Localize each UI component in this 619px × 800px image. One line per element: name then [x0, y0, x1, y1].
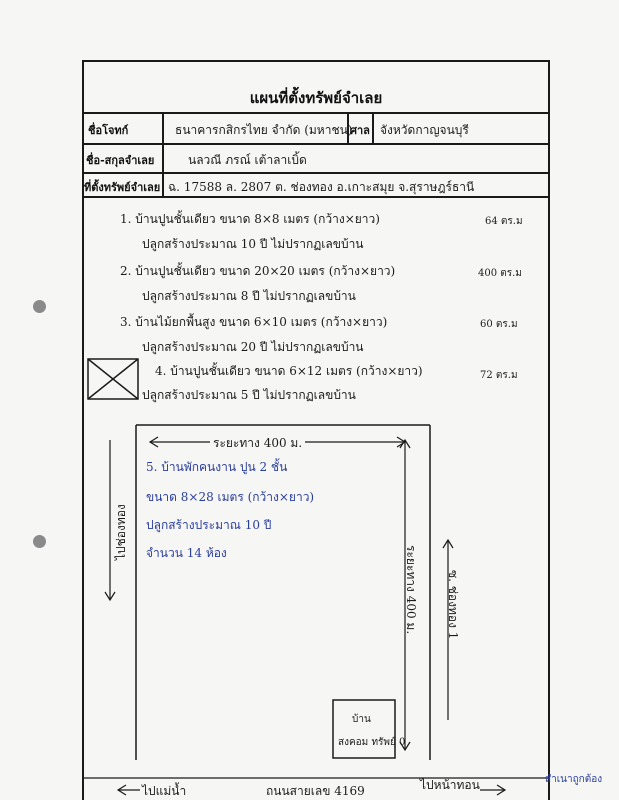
building-5-line3: ปลูกสร้างประมาณ 10 ปี: [146, 518, 272, 532]
building-1-line2: ปลูกสร้างประมาณ 10 ปี ไม่ปรากฏเลขบ้าน: [142, 237, 364, 251]
bottom-road-number: ถนนสายเลข 4169: [266, 784, 365, 798]
building-1-area: 64 ตร.ม: [485, 216, 523, 227]
map-left-road: ไปช่องทอง: [114, 504, 128, 560]
map-right-road: ซ. ช่องทอง 1: [446, 570, 460, 640]
building-3-line2: ปลูกสร้างประมาณ 20 ปี ไม่ปรากฏเลขบ้าน: [142, 340, 364, 354]
defendant-value: นลวณี ภรณ์ เต้าลาเบิ้ด: [188, 153, 307, 167]
defendant-label: ชื่อ-สกุลจำเลย: [86, 154, 155, 167]
bottom-left-road: ไปแม่น้ำ: [142, 784, 187, 798]
building-4-line2: ปลูกสร้างประมาณ 5 ปี ไม่ปรากฏเลขบ้าน: [142, 388, 356, 402]
building-2-line2: ปลูกสร้างประมาณ 8 ปี ไม่ปรากฏเลขบ้าน: [142, 289, 356, 303]
court-value: จังหวัดกาญจนบุรี: [380, 123, 469, 137]
building-1-line1: 1. บ้านปูนชั้นเดียว ขนาด 8×8 เมตร (กว้าง×ยาว): [120, 212, 380, 226]
location-label: ที่ตั้งทรัพย์จำเลย: [84, 181, 161, 194]
building-3-area: 60 ตร.ม: [480, 319, 518, 330]
bottom-right-road: ไปหน้าทอน: [420, 778, 480, 792]
building-4-area: 72 ตร.ม: [480, 370, 518, 381]
plaintiff-label: ชื่อโจทก์: [88, 124, 129, 137]
map-right-distance: ระยะทาง 400 ม.: [404, 545, 418, 635]
building-3-line1: 3. บ้านไม้ยกพื้นสูง ขนาด 6×10 เมตร (กว้าง×ยาว): [120, 315, 388, 329]
form-title: แผนที่ตั้งทรัพย์จำเลย: [249, 89, 383, 107]
map-top-distance: ระยะทาง 400 ม.: [210, 434, 305, 453]
certified-copy-stamp: สำเนาถูกต้อง: [545, 774, 603, 785]
target-building-line1: บ้าน: [352, 714, 371, 725]
location-value: ฉ. 17588 ล. 2807 ต. ช่องทอง อ.เกาะสมุย จ.สุราษฎร์ธานี: [168, 180, 475, 194]
building-5-line2: ขนาด 8×28 เมตร (กว้าง×ยาว): [146, 490, 315, 504]
building-5-line1: 5. บ้านพักคนงาน ปูน 2 ชั้น: [146, 460, 288, 474]
target-building-line2: สงคอม ทรัพย์ 0: [338, 737, 406, 748]
court-label: ศาล: [350, 124, 370, 137]
building-2-area: 400 ตร.ม: [478, 268, 522, 279]
building-5-line4: จำนวน 14 ห้อง: [146, 546, 227, 560]
plaintiff-value: ธนาคารกสิกรไทย จำกัด (มหาชน): [175, 123, 353, 137]
building-4-line1: 4. บ้านปูนชั้นเดียว ขนาด 6×12 เมตร (กว้าง×ยาว): [155, 364, 423, 378]
building-2-line1: 2. บ้านปูนชั้นเดียว ขนาด 20×20 เมตร (กว้าง×ยาว): [120, 264, 396, 278]
